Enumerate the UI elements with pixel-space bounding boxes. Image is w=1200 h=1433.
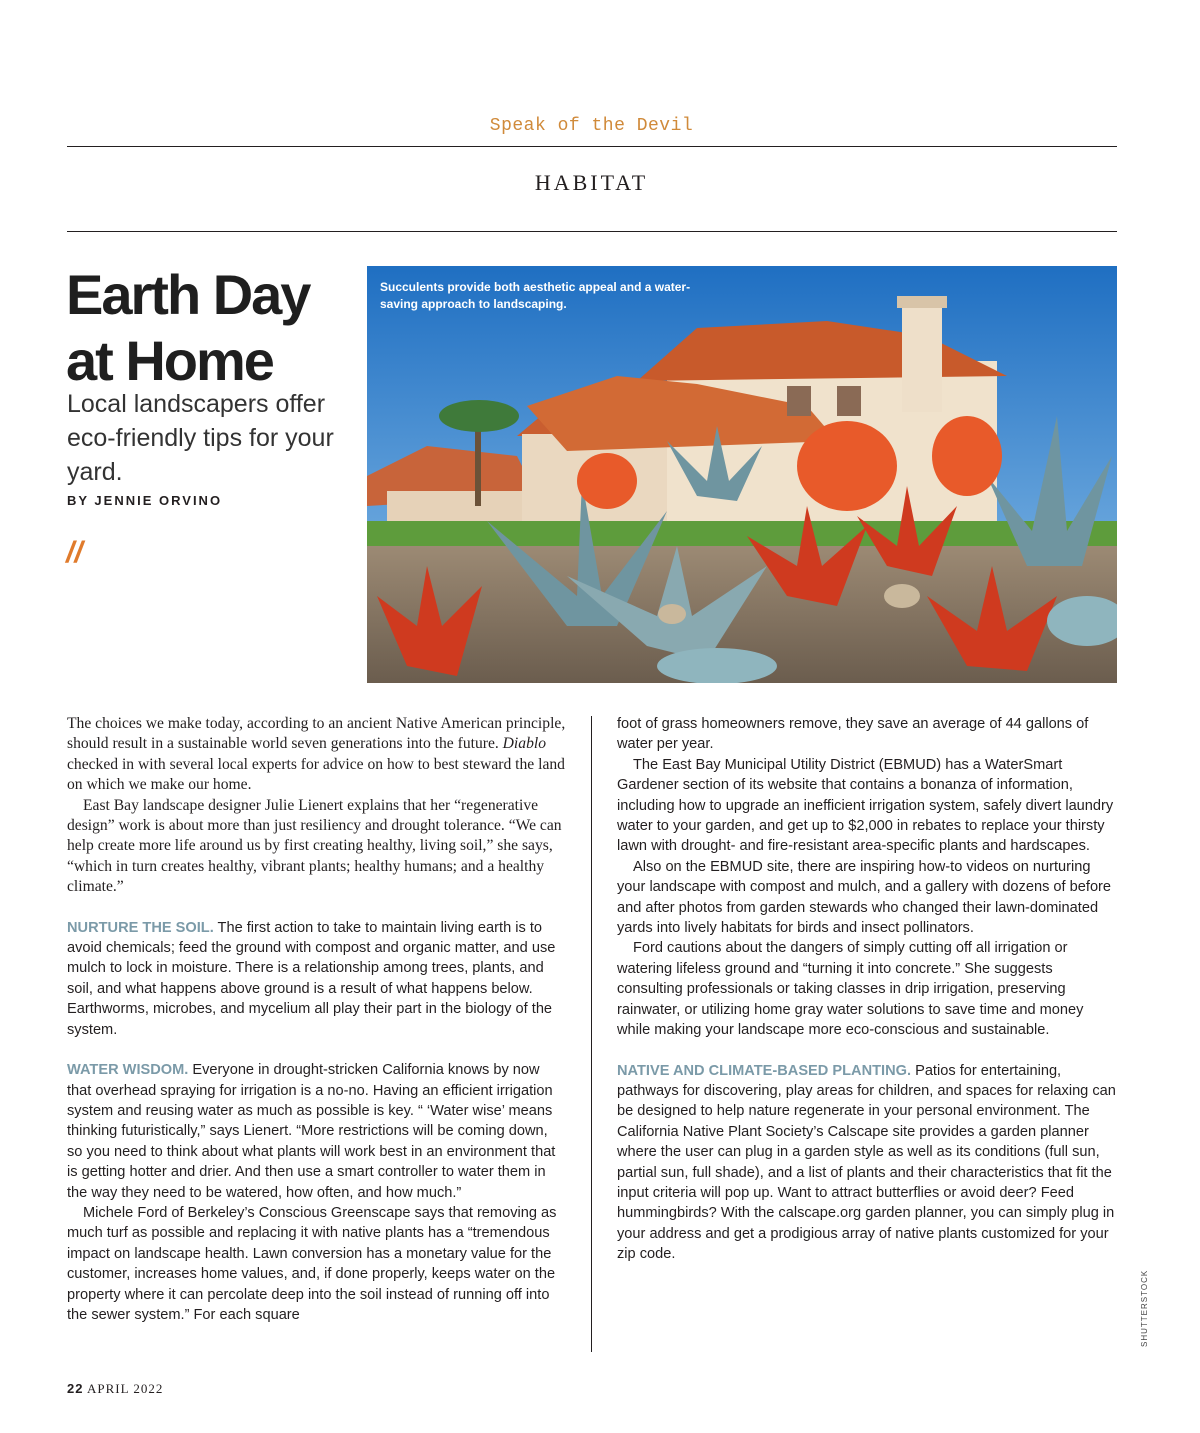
section-title: HABITAT bbox=[534, 170, 649, 195]
paragraph: The East Bay Municipal Utility District (EBMUD) has a WaterSmart Gardener section of its website that contains a bonanza of information, including how to upgrade an inefficient irrigation system, safely divert laundry water to your garden, and get up to $2,000 in rebates to replace your thirsty lawn with drought- and fire-resistant area-specific plants and hardscapes. bbox=[617, 756, 1114, 855]
subhead: WATER WISDOM. bbox=[67, 1062, 189, 1079]
photo-credit: SHUTTERSTOCK bbox=[1140, 1269, 1149, 1347]
hero-photo bbox=[367, 266, 1117, 683]
subhead: NURTURE THE SOIL. bbox=[67, 919, 214, 936]
paragraph-text: checked in with several local experts for advice on how to best steward the land on which we make our home. bbox=[67, 755, 565, 794]
paragraph bbox=[67, 918, 567, 1040]
ornament-slashes: // bbox=[66, 536, 83, 569]
issue-date: APRIL 2022 bbox=[87, 1381, 164, 1396]
top-rule bbox=[67, 146, 1117, 147]
folio bbox=[67, 1381, 163, 1397]
paragraph-text: Patios for entertaining, pathways for discovering, play areas for children, and spaces for relaxing can be designed to help nature regenerate in your personal environment. The California Native Plant Society’s Calscape site provides a garden planner where the user can plug in a garden style as well as its conditions (full sun, partial sun, full shade), and a list of plants and their characteristics that fit the input criteria will pop up. Want to attract butterflies or avoid deer? Feed hummingbirds? With the calscape.org garden planner, you can simply plug in your address and get a prodigious array of native plants customized for your zip code. bbox=[617, 1062, 1116, 1263]
paragraph-text: Everyone in drought-stricken California knows by now that overhead spraying for irrigation is a no-no. Having an efficient irrigation system and reusing water as much as possible is key. “ ‘Water wise’ means thinking futuristically,” says Lienert. “More restrictions will be coming down, so you need to think about what plants will work best in an environment that is getting hotter and drier. And then use a smart controller to water them in the way they need to be watered, how often, and how much.” bbox=[67, 1062, 556, 1201]
paragraph bbox=[67, 1060, 567, 1203]
article-column-left bbox=[67, 714, 567, 1325]
paragraph-text: The first action to take to maintain living earth is to avoid chemicals; feed the ground with compost and organic matter, and use mulch to lock in moisture. There is a relationship among trees, plants, and soil, and what happens above ground is a result of what happens below. Earthworms, microbes, and mycelium all play their part in the biology of the system. bbox=[67, 919, 556, 1038]
paragraph bbox=[617, 1061, 1117, 1265]
article-column-right bbox=[617, 714, 1117, 1265]
paragraph bbox=[67, 714, 567, 796]
succulent-garden-illustration bbox=[367, 266, 1117, 683]
publication-name: Diablo bbox=[502, 735, 546, 753]
byline: BY JENNIE ORVINO bbox=[67, 493, 223, 508]
headline: Earth Day at Home bbox=[66, 263, 310, 392]
photo-caption: Succulents provide both aesthetic appeal and a water-saving approach to landscaping. bbox=[380, 280, 691, 311]
paragraph: foot of grass homeowners remove, they save an average of 44 gallons of water per year. bbox=[617, 716, 1089, 753]
paragraph: East Bay landscape designer Julie Lienert explains that her “regenerative design” work is about more than just resiliency and drought tolerance. “We can help create more life around us by first creating healthy, living soil,” she says, “which in turn creates healthy, vibrant plants; healthy humans; and a healthy climate.” bbox=[67, 796, 562, 896]
paragraph: Ford cautions about the dangers of simply cutting off all irrigation or watering lifeless ground and “turning it into concrete.” She suggests consulting professionals or taking classes in drip irrigation, preserving rainwater, or utilizing home gray water solutions to save time and money while making your landscape more eco-conscious and sustainable. bbox=[617, 940, 1084, 1039]
column-divider bbox=[591, 716, 592, 1352]
page-number: 22 bbox=[67, 1381, 84, 1396]
paragraph-text: The choices we make today, according to an ancient Native American principle, should result in a sustainable world seven generations into the future. bbox=[67, 715, 566, 753]
kicker: Speak of the Devil bbox=[489, 116, 694, 136]
paragraph: Also on the EBMUD site, there are inspiring how-to videos on nurturing your landscape with compost and mulch, and a gallery with dozens of before and after photos from garden stewards who changed their lawn-dominated yards into lively habitats for birds and insect pollinators. bbox=[617, 858, 1112, 937]
subhead: NATIVE AND CLIMATE-BASED PLANTING. bbox=[617, 1062, 912, 1079]
paragraph: Michele Ford of Berkeley’s Conscious Greenscape says that removing as much turf as possible and replacing it with native plants has a “tremendous impact on landscape health. Lawn conversion has a monetary value for the customer, increases home values, and, if done properly, keeps water on the property where it can percolate deep into the soil instead of running off into the sewer system.” For each square bbox=[67, 1204, 557, 1323]
dek: Local landscapers offer eco-friendly tips for your yard. bbox=[67, 390, 334, 486]
section-rule bbox=[67, 231, 1117, 232]
